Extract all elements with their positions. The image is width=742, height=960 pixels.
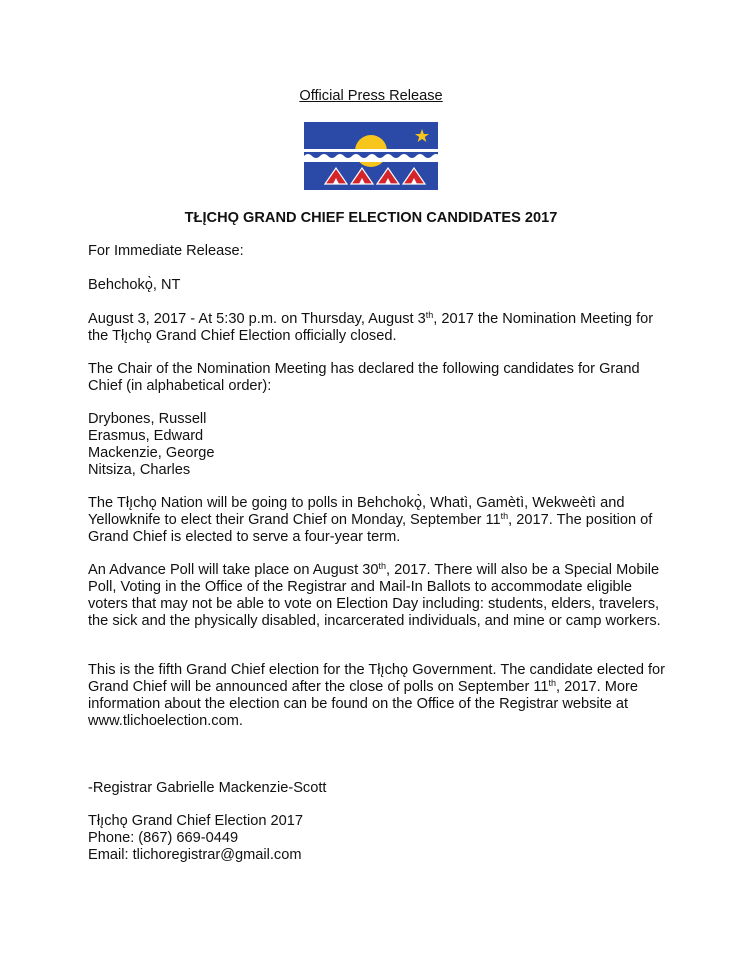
para4-part2: , 2017. There will also be a Special Mobile Poll, Voting in the Office of the Registrar and Mail-In Ballots to accommodate eligible voters that may not be able to vote on Election Day including: students, elders, travelers, the sick and the physically disabled, incarcerated individuals, and mine or camp workers.: [88, 562, 661, 629]
contact-block: [88, 813, 668, 864]
para5-part1: This is the fifth Grand Chief election for the Tłı̨chǫ Government. The candidate elected for Grand Chief will be announced after the close of polls on September 11: [88, 662, 666, 695]
signature-line: -Registrar Gabrielle Mackenzie-Scott: [88, 780, 327, 796]
paragraph-polls: [88, 495, 668, 546]
candidate-list: [88, 411, 668, 479]
para1-part1: August 3, 2017 - At 5:30 p.m. on Thursday, August 3: [88, 311, 426, 327]
list-item: Erasmus, Edward: [88, 428, 204, 444]
document-header: [0, 88, 742, 105]
header-text: Official Press Release: [299, 88, 443, 104]
para5-sup: th: [548, 678, 557, 688]
para3-sup: th: [500, 511, 509, 521]
paragraph-declaration: The Chair of the Nomination Meeting has declared the following candidates for Grand Chief (in alphabetical order):: [88, 361, 640, 394]
list-item: Nitsiza, Charles: [88, 462, 191, 478]
para3-part2: , 2017. The position of Grand Chief is elected to serve a four-year term.: [88, 512, 653, 545]
tlicho-flag-icon: [304, 122, 438, 190]
paragraph-fifth-election: [88, 662, 668, 730]
contact-phone: Phone: (867) 669-0449: [88, 830, 239, 846]
para1-sup: th: [425, 310, 434, 320]
para3-part1: The Tłı̨chǫ Nation will be going to polls in Behchokǫ̀, Whatì, Gamètì, Wekweètì and Yellowknife to elect their Grand Chief on Monday, September 11: [88, 495, 625, 528]
release-label: For Immediate Release:: [88, 243, 244, 259]
document-title: TŁĮCHǪ GRAND CHIEF ELECTION CANDIDATES 2017: [184, 210, 558, 226]
para5-part2: , 2017. More information about the election can be found on the Office of the Registrar website at www.tlichoelection.com.: [88, 679, 638, 729]
paragraph-announcement: [88, 311, 668, 345]
contact-email: Email: tlichoregistrar@gmail.com: [88, 847, 302, 863]
location-line: Behchokǫ̀, NT: [88, 277, 181, 293]
list-item: Drybones, Russell: [88, 411, 207, 427]
para1-part2: , 2017 the Nomination Meeting for the Tłı̨chǫ Grand Chief Election officially closed.: [88, 311, 654, 344]
para4-part1: An Advance Poll will take place on August 30: [88, 562, 379, 578]
list-item: Mackenzie, George: [88, 445, 215, 461]
paragraph-advance-poll: [88, 562, 668, 630]
para4-sup: th: [378, 561, 386, 571]
contact-org: Tłı̨chǫ Grand Chief Election 2017: [88, 813, 303, 829]
